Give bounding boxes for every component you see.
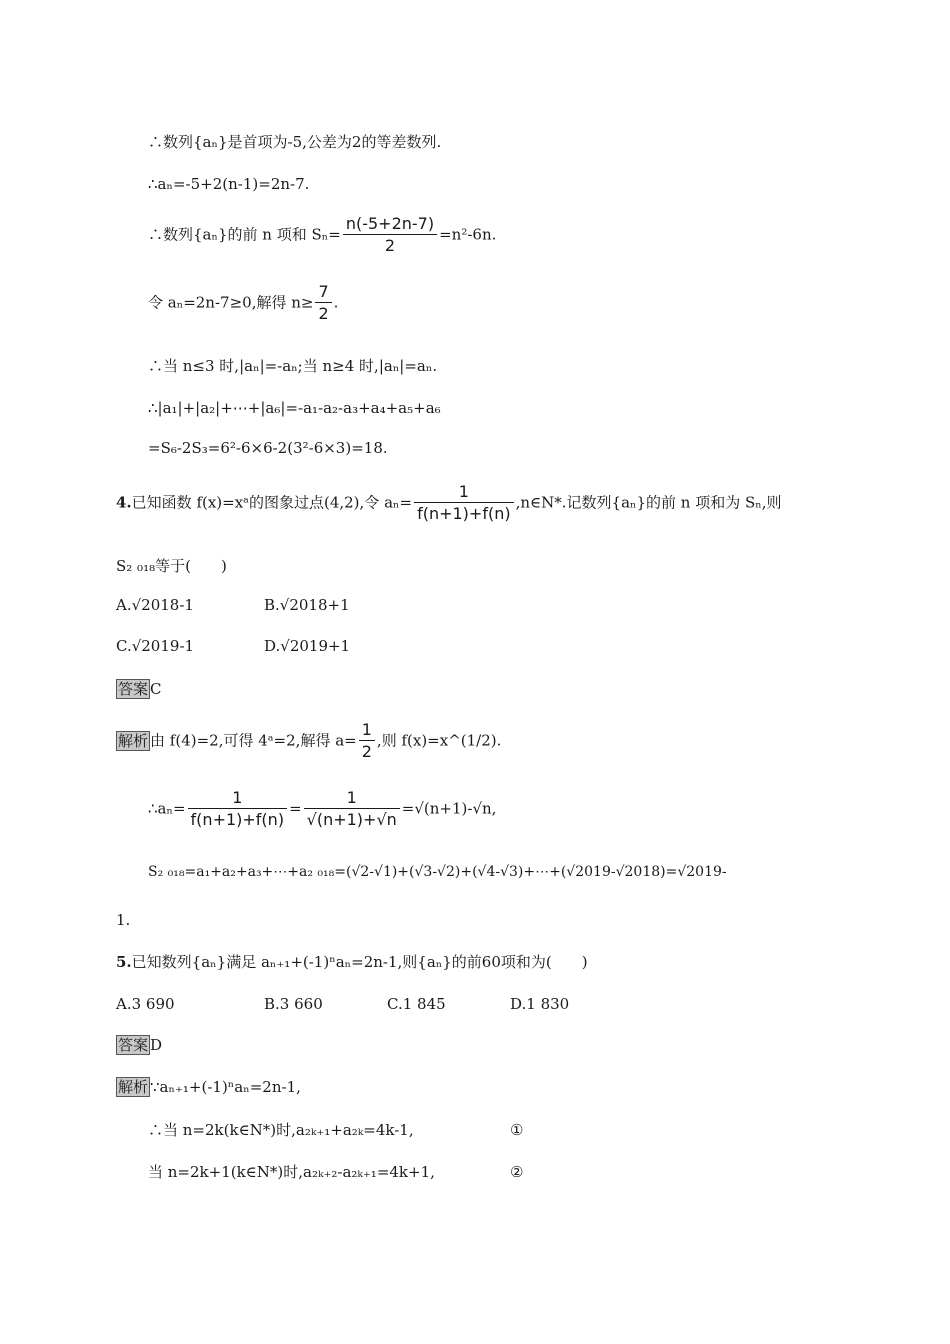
question-5-case-2: 当 n=2k+1(k∈N*)时,a₂ₖ₊₂-a₂ₖ₊₁=4k+1, [148,1163,435,1181]
question-5-option-b[interactable]: B.3 660 [264,995,323,1013]
inequality-fraction [315,282,331,325]
derivation-fraction-1-denominator: f(n+1)+f(n) [190,810,285,829]
question-5-analysis-line-1 [116,1077,301,1097]
solution-line-3 [148,214,496,257]
question-4-fraction-numerator: 1 [414,482,514,503]
derivation-fraction-1 [188,788,288,831]
case-2-marker: ② [510,1163,524,1181]
sum-fraction [343,214,437,257]
inequality-prefix: 令 aₙ=2n-7≥0,解得 n≥ [148,293,314,312]
question-4-stem-line-2: S₂ ₀₁₈等于( ) [116,557,227,575]
solution-line-7: =S₆-2S₃=6²-6×6-2(3²-6×3)=18. [148,439,388,457]
derivation-equals: = [289,799,302,818]
question-5-text: 已知数列{aₙ}满足 aₙ₊₁+(-1)ⁿaₙ=2n-1,则{aₙ}的前60项和为( ) [131,953,588,971]
solution-line-1: ∴数列{aₙ}是首项为-5,公差为2的等差数列. [148,133,442,151]
analysis-fraction-denominator: 2 [361,742,372,761]
question-4-fraction-denominator: f(n+1)+f(n) [417,504,511,523]
inequality-suffix: . [333,293,339,312]
inequality-fraction-numerator: 7 [315,282,331,303]
inequality-fraction-denominator: 2 [318,304,329,323]
derivation-fraction-2-numerator: 1 [304,788,400,809]
answer-tag: 答案 [118,680,149,698]
answer-value: D [150,1036,163,1054]
analysis-tag: 解析 [118,731,149,750]
solution-line-4 [148,282,338,325]
derivation-fraction-1-numerator: 1 [188,788,288,809]
sum-formula-prefix: ∴数列{aₙ}的前 n 项和 Sₙ= [148,225,341,244]
derivation-fraction-2-denominator: √(n+1)+√n [306,810,397,829]
question-4-option-a[interactable]: A.√2018-1 [116,596,194,614]
question-4-number: 4. [116,493,132,512]
question-5-option-c[interactable]: C.1 845 [387,995,446,1013]
sum-fraction-numerator: n(-5+2n-7) [343,214,437,235]
question-5-answer [116,1035,162,1055]
analysis-tag: 解析 [118,1078,149,1096]
sum-formula-suffix: =n²-6n. [439,225,497,244]
sum-fraction-denominator: 2 [384,236,396,255]
question-4-option-c[interactable]: C.√2019-1 [116,637,195,655]
question-4-stem [116,482,782,525]
question-4-sum-tail: 1. [116,911,131,929]
analysis-text-prefix: 由 f(4)=2,可得 4ᵃ=2,解得 a= [150,731,357,750]
question-5-number: 5. [116,953,132,971]
derivation-prefix: ∴aₙ= [148,799,186,818]
question-4-analysis-line-1 [116,720,501,763]
question-5-stem [116,952,588,972]
analysis-fraction [359,720,375,763]
analysis-fraction-numerator: 1 [359,720,375,741]
question-4-derivation [148,788,496,831]
question-5-option-a[interactable]: A.3 690 [116,995,175,1013]
analysis-text: ∵aₙ₊₁+(-1)ⁿaₙ=2n-1, [150,1078,301,1096]
question-4-text-suffix: ,n∈N*.记数列{aₙ}的前 n 项和为 Sₙ,则 [515,493,782,512]
solution-line-6: ∴|a₁|+|a₂|+⋯+|a₆|=-a₁-a₂-a₃+a₄+a₅+a₆ [148,399,441,417]
question-4-answer [116,679,162,699]
analysis-text-suffix: ,则 f(x)=x^(1/2). [376,731,502,750]
question-5-case-1: ∴当 n=2k(k∈N*)时,a₂ₖ₊₁+a₂ₖ=4k-1, [148,1121,414,1139]
derivation-suffix: =√(n+1)-√n, [401,799,497,818]
solution-line-5: ∴当 n≤3 时,|aₙ|=-aₙ;当 n≥4 时,|aₙ|=aₙ. [148,357,438,375]
solution-line-2: ∴aₙ=-5+2(n-1)=2n-7. [148,175,310,193]
question-4-text-prefix: 已知函数 f(x)=xᵃ的图象过点(4,2),令 aₙ= [131,493,413,512]
question-4-sum-line: S₂ ₀₁₈=a₁+a₂+a₃+⋯+a₂ ₀₁₈=(√2-√1)+(√3-√2)+(√4-√3)+⋯+(√2019-√2018)=√2019- [148,864,727,880]
question-5-option-d[interactable]: D.1 830 [510,995,570,1013]
case-1-marker: ① [510,1121,524,1139]
question-4-option-d[interactable]: D.√2019+1 [264,637,351,655]
derivation-fraction-2 [304,788,400,831]
question-4-option-b[interactable]: B.√2018+1 [264,596,350,614]
answer-value: C [150,680,162,698]
question-4-fraction [414,482,514,525]
answer-tag: 答案 [118,1036,149,1054]
